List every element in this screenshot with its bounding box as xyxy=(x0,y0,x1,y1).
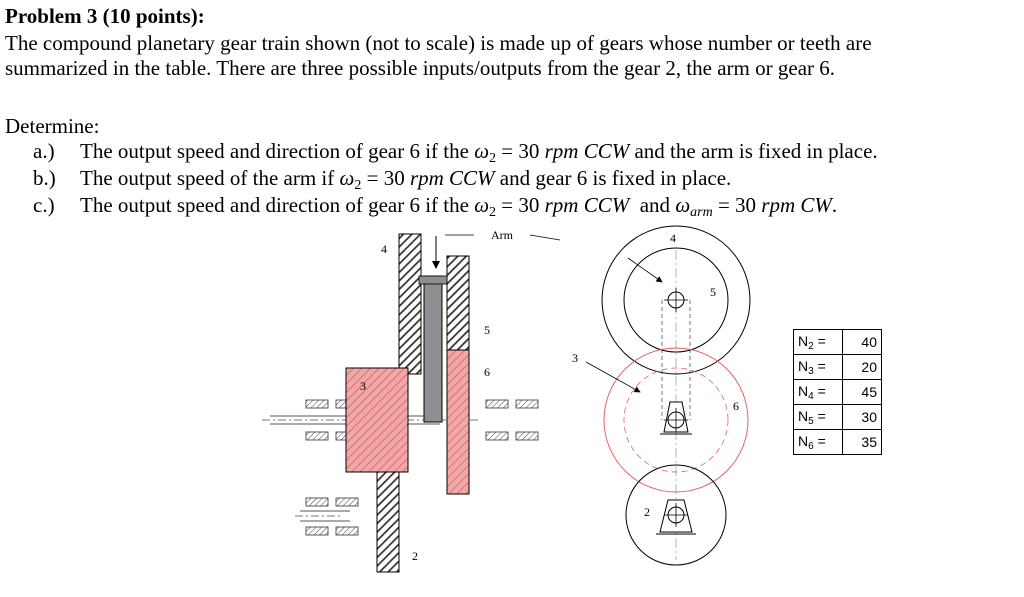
teeth-value-5: 30 xyxy=(843,405,882,430)
question-b-value: 30 xyxy=(383,166,405,190)
label-gear-5-right: 5 xyxy=(710,285,716,299)
question-b-unit: rpm CCW xyxy=(409,166,495,190)
question-a-value: 30 xyxy=(518,139,540,163)
question-a-tail: and the arm is fixed in place. xyxy=(629,139,878,163)
question-c-omega: ω xyxy=(474,193,490,217)
teeth-var-2-eq: = xyxy=(813,332,826,349)
question-c-value: 30 xyxy=(518,193,540,217)
bearing-1 xyxy=(306,400,328,408)
teeth-var-4-n: N xyxy=(798,382,809,399)
table-row xyxy=(794,405,882,430)
gear-4-side xyxy=(399,234,421,374)
gear-6-side xyxy=(447,350,469,494)
label-gear-3-left: 3 xyxy=(360,379,366,393)
question-c-value2: 30 xyxy=(735,193,757,217)
teeth-value-6: 35 xyxy=(843,430,882,455)
teeth-var-2-n: N xyxy=(798,332,809,349)
question-c-omega-arm: ω xyxy=(675,193,691,217)
bearing-7 xyxy=(486,432,508,440)
teeth-value-3: 20 xyxy=(843,355,882,380)
statement-line-1: The compound planetary gear train shown (not to scale) is made up of gears whose number or teeth are xyxy=(5,31,872,55)
teeth-var-3-eq: = xyxy=(813,357,826,374)
label-gear-2-right: 2 xyxy=(644,505,650,519)
teeth-var-2 xyxy=(794,330,843,355)
teeth-var-3-sub: 3 xyxy=(808,365,814,377)
question-c-eq: = xyxy=(496,193,519,217)
arm-cap xyxy=(419,276,447,284)
determine-label: Determine: xyxy=(5,114,100,138)
question-a-label: a.) xyxy=(33,139,55,163)
teeth-var-6-n: N xyxy=(798,432,809,449)
label-gear-6-right: 6 xyxy=(733,399,739,413)
question-a-omega: ω xyxy=(474,139,490,163)
question-a-text: The output speed and direction of gear 6 if the xyxy=(80,139,469,163)
teeth-var-5-n: N xyxy=(798,407,809,424)
arm-side xyxy=(424,276,442,422)
label-gear-3-right: 3 xyxy=(572,351,578,365)
label-gear-4-right: 4 xyxy=(670,231,676,245)
question-c-omega-sub: 2 xyxy=(489,205,497,220)
question-b-omega: ω xyxy=(339,166,355,190)
teeth-var-4-eq: = xyxy=(813,382,826,399)
teeth-var-3 xyxy=(794,355,843,380)
teeth-var-6-eq: = xyxy=(813,432,826,449)
label-gear-2-left: 2 xyxy=(412,549,418,563)
teeth-var-6 xyxy=(794,430,843,455)
question-c-text: The output speed and direction of gear 6 if the xyxy=(80,193,469,217)
label-gear-6-left: 6 xyxy=(484,365,490,379)
bearing-9 xyxy=(306,498,328,506)
question-c-eq2: = xyxy=(712,193,736,217)
arm-leader-right xyxy=(530,235,560,240)
bearing-5 xyxy=(486,400,508,408)
table-row xyxy=(794,355,882,380)
question-b-text: The output speed of the arm if xyxy=(80,166,335,190)
teeth-var-2-sub: 2 xyxy=(808,340,814,352)
question-c-unit2: rpm CW xyxy=(761,193,832,217)
bearing-11 xyxy=(306,527,328,535)
gear-5-side xyxy=(447,256,469,350)
table-row xyxy=(794,330,882,355)
question-b-label: b.) xyxy=(33,166,56,190)
teeth-var-4 xyxy=(794,380,843,405)
question-a-eq: = xyxy=(496,139,519,163)
gear-3-arrow xyxy=(586,362,640,392)
teeth-var-5 xyxy=(794,405,843,430)
question-c-omega-arm-sub: arm xyxy=(690,205,713,220)
teeth-value-4: 45 xyxy=(843,380,882,405)
question-b-eq: = xyxy=(361,166,384,190)
problem-title: Problem 3 (10 points): xyxy=(5,4,205,28)
teeth-value-2: 40 xyxy=(843,330,882,355)
label-gear-5-left: 5 xyxy=(484,323,490,337)
question-c-tail: . xyxy=(831,193,838,217)
teeth-var-5-sub: 5 xyxy=(808,415,814,427)
label-arm: Arm xyxy=(491,228,513,242)
bearing-3 xyxy=(306,432,328,440)
teeth-table xyxy=(793,329,882,455)
teeth-var-4-sub: 4 xyxy=(808,390,814,402)
bearing-12 xyxy=(336,527,358,535)
teeth-var-3-n: N xyxy=(798,357,809,374)
question-a-unit: rpm CCW xyxy=(544,139,630,163)
bearing-6 xyxy=(516,400,538,408)
table-row xyxy=(794,430,882,455)
bearing-10 xyxy=(336,498,358,506)
bearing-8 xyxy=(516,432,538,440)
question-c-label: c.) xyxy=(33,193,55,217)
question-b-omega-sub: 2 xyxy=(354,178,362,193)
label-gear-4-left: 4 xyxy=(381,242,387,256)
question-a-omega-sub: 2 xyxy=(489,151,497,166)
question-c-unit: rpm CCW xyxy=(544,193,630,217)
statement-line-2: summarized in the table. There are three possible inputs/outputs from the gear 2, the arm or gear 6. xyxy=(5,56,836,80)
question-c-and: and xyxy=(629,193,676,217)
teeth-var-5-eq: = xyxy=(813,407,826,424)
teeth-var-6-sub: 6 xyxy=(808,440,814,452)
table-row xyxy=(794,380,882,405)
question-b-tail: and gear 6 is fixed in place. xyxy=(494,166,732,190)
gear-3-side xyxy=(346,368,408,472)
